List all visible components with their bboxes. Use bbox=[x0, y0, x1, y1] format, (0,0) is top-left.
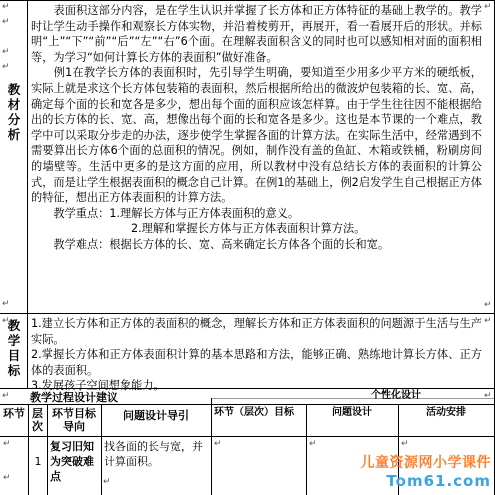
header-step-goal: 环节目标导向 bbox=[52, 407, 96, 433]
col-divider-label bbox=[27, 0, 28, 388]
goal-item-1: 1.建立长方体和正方体的表面积的概念，理解长方体和正方体表面积的问题源于生活与生产实际。 bbox=[31, 317, 482, 346]
analysis-content bbox=[31, 3, 482, 253]
row-goal-cell: 复习旧知为突破难点 bbox=[50, 440, 94, 483]
col-divider-4 bbox=[211, 398, 212, 495]
goals-content bbox=[31, 316, 482, 394]
header-question-design: 问题设计 bbox=[332, 407, 372, 418]
goal-item-3: 3.发展孩子空间想象能力。 bbox=[31, 379, 165, 393]
header-activity: 活动安排 bbox=[426, 407, 466, 418]
col-divider-5 bbox=[306, 404, 307, 495]
row-divider-header bbox=[0, 404, 495, 405]
row-divider-goals bbox=[0, 313, 495, 314]
difficulty-label: 教学难点： bbox=[53, 237, 110, 251]
key-point-1: 1.理解长方体与正方体表面积的意义。 bbox=[109, 206, 300, 220]
analysis-paragraph-1: 表面积这部分内容，是在学生认识并掌握了长方体和正方体特征的基础上教学的。教学时让学生动手操作和观察长方体实物，并沿着棱剪开，再展开，看一看展开后的形状。并标明“上”“下”“前”“后”“左”“右”6个面。在理解表面积含义的同时也可以感知相对面的面积相等，为学习“如何计算长方体的表面积”做好准备。 bbox=[31, 4, 482, 64]
key-point-2: 2.理解和掌握长方体与正方体表面积计算方法。 bbox=[131, 222, 366, 236]
header-level-goal: 环节（层次）目标 bbox=[214, 407, 294, 418]
goal-item-2: 2.掌握长方体和正方体表面积计算的基本思路和方法，能够正确、熟练地计算长方体、正方体的表面积。 bbox=[31, 348, 482, 377]
key-points-label: 教学重点： bbox=[53, 206, 110, 220]
col-divider-3 bbox=[101, 404, 102, 495]
header-step: 环节 bbox=[3, 407, 25, 420]
process-title: 教学过程设计建议 bbox=[30, 391, 118, 404]
goals-label: 教学目标 bbox=[7, 318, 21, 378]
row-question-cell: 找各面的长与宽，并计算面积。 bbox=[104, 440, 203, 468]
col-divider-2 bbox=[47, 404, 48, 495]
analysis-label: 教材分析 bbox=[7, 82, 21, 142]
watermark-site: Tom61.com bbox=[386, 472, 491, 490]
row-level-cell: 1 bbox=[34, 455, 42, 468]
analysis-paragraph-2: 例1在教学长方体的表面积时，先引导学生明确，要知道至少用多少平方米的硬纸板，实际上就是求这个长方体包装箱的表面积，然后根据所给出的微波炉包装箱的长、宽、高，确定每个面的长和宽各是多少，想出每个面的面积应该怎样算。由于学生往往因不能根据给出的长方体的长、宽、高，想像出每个面的长和宽各是多少。这也是本节课的一个难点，教学中可以采取分步走的办法，逐步使学生掌握各面的计算方法。在实际生活中，经常遇到不需要算出长方体6个面的总面积的情况。例如，制作没有盖的鱼缸、木箱或铁桶，粉刷房间的墙壁等。生活中更多的是这方面的应用，所以教材中没有总结长方体的表面积的计算公式，而是让学生根据表面积的概念自己计算。在例1的基础上，例2启发学生自己根据正方体的特征，想出正方体表面积的计算方法。 bbox=[31, 66, 482, 205]
header-level: 层次 bbox=[32, 407, 43, 433]
table-border-top bbox=[0, 0, 495, 1]
watermark-cn: 儿童资源网小学课件 bbox=[360, 455, 491, 471]
difficulty-text: 根据长方体的长、宽、高来确定长方体各个面的长和宽。 bbox=[109, 237, 390, 251]
key-points-line-1 bbox=[31, 206, 482, 222]
row-divider-row1 bbox=[0, 436, 495, 437]
difficulty-line bbox=[31, 237, 482, 253]
personal-design-title: 个性化设计 bbox=[371, 390, 421, 401]
header-question-guide: 问题设计导引 bbox=[123, 409, 189, 422]
